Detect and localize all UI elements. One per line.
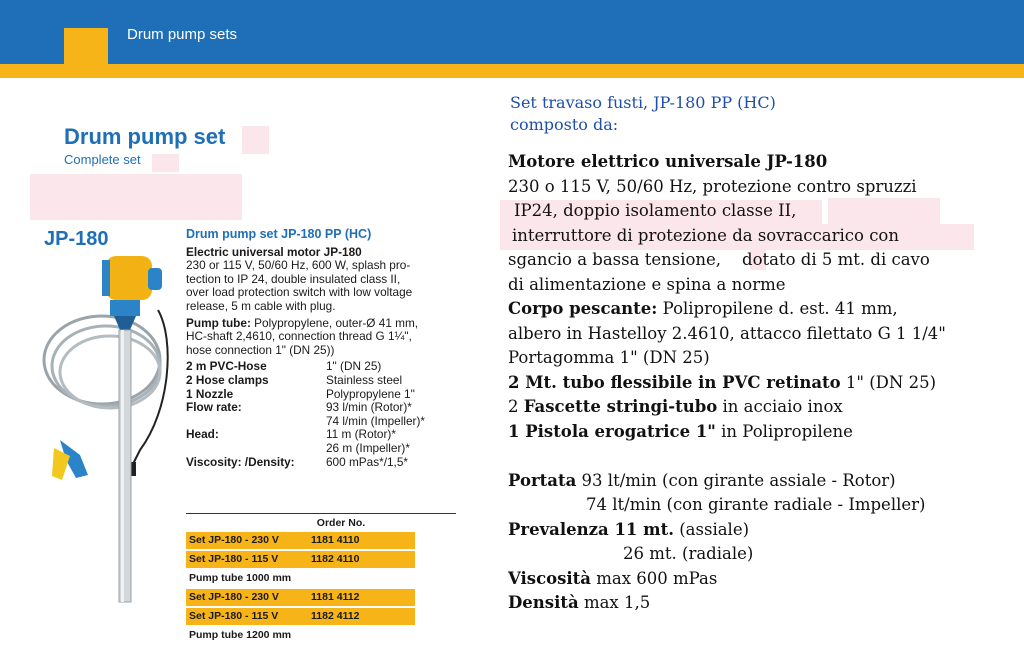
italian-heading: [510, 92, 776, 136]
tube-label: Pump tube:: [186, 315, 251, 330]
corpo-heading: Corpo pescante:: [508, 299, 658, 318]
order-row: [186, 589, 456, 606]
order-label: Set JP-180 - 230 V: [186, 532, 291, 549]
spec-key: [186, 415, 326, 429]
motor-line: 230 o 115 V, 50/60 Hz, protezione contro spruzzi: [508, 176, 917, 196]
spec-row: [186, 442, 456, 456]
tube-line: Polypropylene, outer-Ø 41 mm,: [254, 315, 419, 330]
spec-key: 2 Hose clamps: [186, 372, 269, 387]
order-row-fill: [401, 608, 415, 625]
accent-square: [64, 28, 108, 64]
tube-line: HC-shaft 2,4610, connection thread G 1¼",: [186, 329, 412, 344]
italian-description: [508, 150, 1018, 616]
head-value: (assiale): [679, 519, 750, 539]
motor-line: 230 or 115 V, 50/60 Hz, 600 W, splash pro-: [186, 258, 411, 273]
motor-line: IP24, doppio isolamento classe II,: [514, 201, 797, 220]
order-row: [186, 532, 456, 549]
order-row: [186, 551, 456, 568]
spec-key: 1 Nozzle: [186, 386, 234, 401]
density-line: [508, 591, 1018, 616]
motor-line: release, 5 m cable with plug.: [186, 298, 336, 313]
hose-line: [508, 371, 1018, 396]
order-row-fill: [401, 551, 415, 568]
clamps-line: [508, 395, 1018, 420]
viscosity-value: max 600 mPas: [596, 568, 718, 588]
motor-line: interruttore di protezione da sovraccarico con: [512, 225, 899, 245]
highlight-box: [242, 126, 269, 154]
motor-title: Electric universal motor JP-180: [186, 244, 362, 259]
order-row-fill: [401, 532, 415, 549]
order-row-fill: [401, 589, 415, 606]
clamps-text: in acciaio inox: [722, 397, 843, 416]
corpo-line: albero in Hastelloy 2.4610, attacco filettato G 1 1/4": [508, 323, 946, 343]
flow-line: [508, 469, 1018, 494]
spec-key: Viscosity: /Density:: [186, 454, 295, 469]
motor-line: tection to IP 24, double insulated class II,: [186, 271, 401, 286]
model-label: JP-180: [44, 228, 109, 250]
italian-heading-line: Set travaso fusti, JP-180 PP (HC): [510, 93, 776, 112]
spec-value: 93 l/min (Rotor)*: [326, 400, 412, 415]
order-table: [186, 513, 456, 646]
order-number: 1181 4112: [291, 589, 401, 606]
corpo-line: [508, 297, 1018, 322]
spec-value: 600 mPas*/1,5*: [326, 454, 408, 469]
highlight-box: [152, 154, 179, 172]
motor-line: over load protection switch with low voltage: [186, 285, 413, 300]
product-title: Drum pump set: [64, 124, 226, 149]
flow-value: 93 lt/min (con girante assiale - Rotor): [581, 470, 896, 490]
spec-value: 11 m (Rotor)*: [326, 427, 396, 442]
order-number: 1182 4110: [291, 551, 401, 568]
viscosity-heading: Viscosità: [508, 568, 591, 588]
head-line: [508, 518, 1018, 543]
spec-row: [186, 428, 456, 442]
tube-line: hose connection 1" (DN 25)): [186, 342, 335, 357]
corpo-text: Polipropilene d. est. 41 mm,: [662, 299, 898, 318]
order-number: 1181 4110: [291, 532, 401, 549]
head-value: 26 mt. (radiale): [623, 544, 754, 563]
corpo-line: Portagomma 1" (DN 25): [508, 348, 710, 367]
spec-row: [186, 456, 456, 470]
spec-value: 26 m (Impeller)*: [326, 440, 410, 455]
order-label: Set JP-180 - 115 V: [186, 551, 291, 568]
nozzle-heading: 1 Pistola erogatrice 1": [508, 421, 716, 441]
viscosity-line: [508, 567, 1018, 592]
order-label: Set JP-180 - 115 V: [186, 608, 291, 625]
nozzle-text: in Polipropilene: [721, 421, 853, 441]
clamps-count: 2: [508, 397, 519, 416]
spec-key: 2 m PVC-Hose: [186, 359, 267, 374]
drum-pump-image: [40, 250, 180, 610]
spec-row: [186, 401, 456, 415]
section-title: Drum pump sets: [127, 26, 238, 43]
flow-heading: Portata: [508, 470, 577, 490]
spacer: [508, 444, 1018, 469]
top-banner: [0, 0, 1024, 64]
density-heading: Densità: [508, 593, 579, 612]
spec-title: Drum pump set JP-180 PP (HC): [186, 227, 372, 241]
spec-value: 74 l/min (Impeller)*: [326, 413, 425, 428]
spec-table: [186, 360, 456, 469]
order-number: 1182 4112: [291, 608, 401, 625]
flow-value: 74 lt/min (con girante radiale - Impeller): [586, 495, 926, 514]
spec-value: 1" (DN 25): [326, 359, 382, 374]
spec-key: [186, 442, 326, 456]
accent-stripe: [0, 64, 1024, 78]
product-subtitle: Complete set: [64, 152, 141, 167]
spec-value: Polypropylene 1": [326, 386, 415, 401]
nozzle-line: [508, 420, 1018, 445]
motor-line-part: dotato di 5 mt. di cavo: [742, 250, 930, 269]
spec-block: [186, 228, 454, 469]
spec-key: Flow rate:: [186, 400, 242, 415]
tube-length-label: Pump tube 1200 mm: [189, 629, 292, 641]
order-number-header: Order No.: [186, 513, 456, 529]
order-label: Set JP-180 - 230 V: [186, 589, 291, 606]
spec-row: [186, 360, 456, 374]
tube-length-label: Pump tube 1000 mm: [189, 572, 292, 584]
motor-heading: Motore elettrico universale JP-180: [508, 152, 828, 171]
italian-heading-line: composto da:: [510, 115, 619, 134]
hose-text: 1" (DN 25): [845, 372, 937, 392]
order-row: [186, 608, 456, 625]
highlight-box: [30, 174, 242, 220]
motor-line: [508, 248, 1018, 273]
motor-line: di alimentazione e spina a norme: [508, 274, 786, 294]
motor-line-part: sgancio a bassa tensione,: [508, 250, 722, 269]
spec-value: Stainless steel: [326, 372, 403, 387]
spec-key: Head:: [186, 427, 219, 442]
clamps-heading: Fascette stringi-tubo: [523, 397, 718, 416]
spec-row: [186, 415, 456, 429]
hose-heading: 2 Mt. tubo flessibile in PVC retinato: [508, 372, 841, 392]
head-heading: Prevalenza 11 mt.: [508, 519, 674, 539]
spec-row: [186, 374, 456, 388]
density-value: max 1,5: [583, 593, 651, 612]
spec-row: [186, 388, 456, 402]
